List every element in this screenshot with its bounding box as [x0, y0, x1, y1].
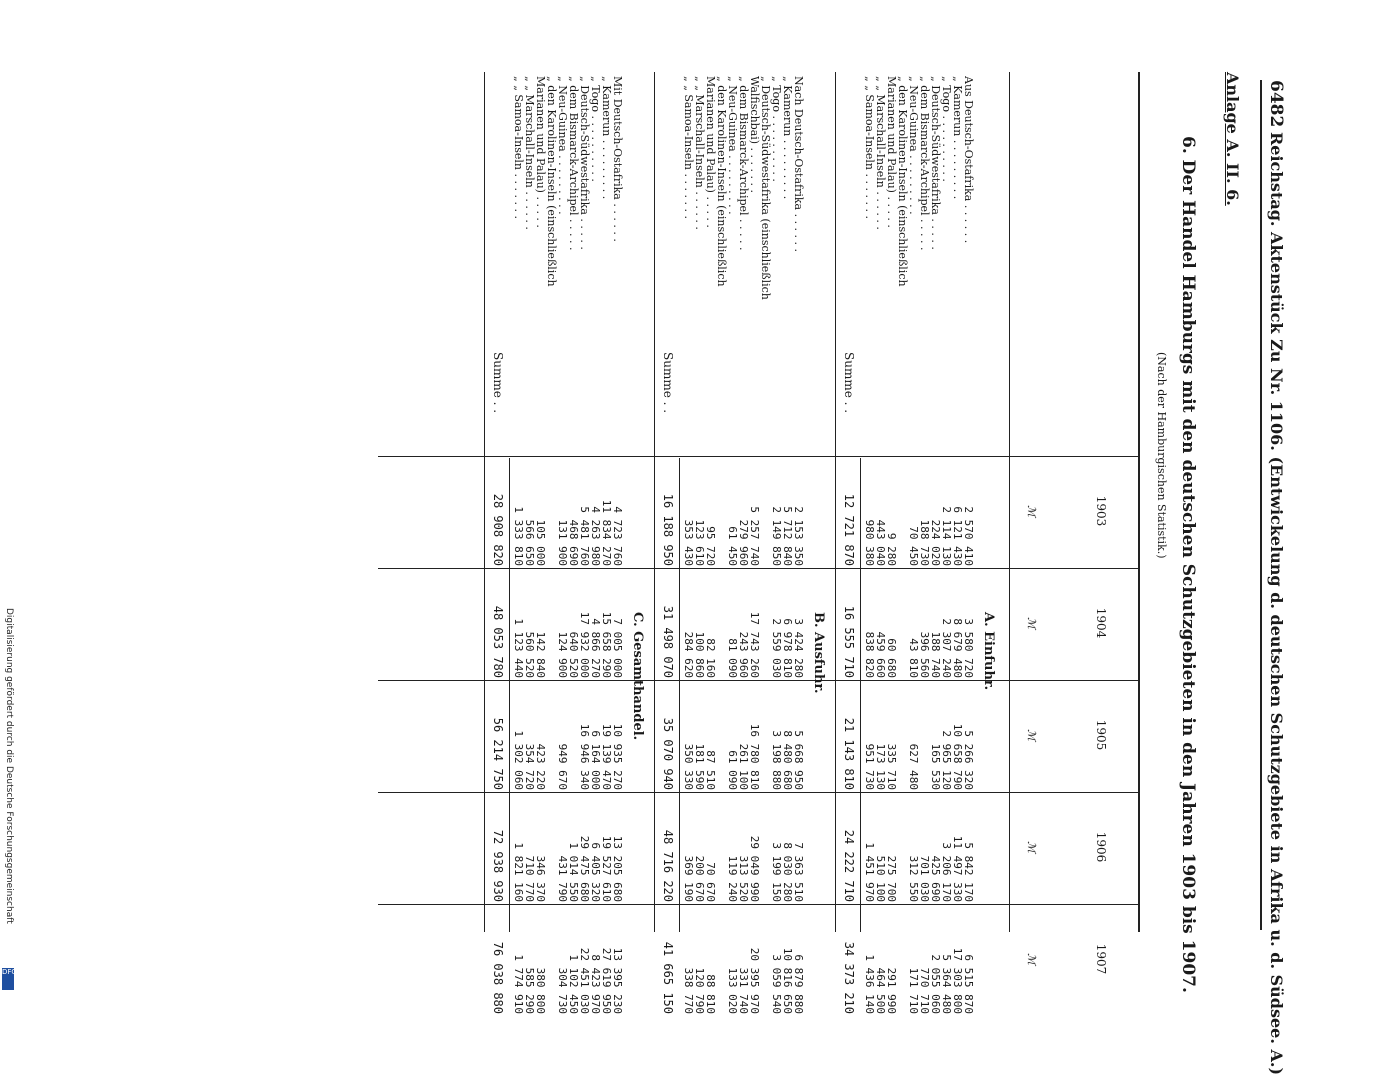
- sum-label: Summe . .: [661, 352, 675, 414]
- cell-value: 312 550: [907, 855, 920, 902]
- cell-value: 27 619 950: [600, 947, 613, 1014]
- table-row: [567, 72, 580, 1014]
- cell-value: 2 114 130: [940, 506, 953, 566]
- cell-value: 8 423 970: [589, 954, 602, 1014]
- cell-value: 468 690: [567, 519, 580, 566]
- cell-value: 173 130: [874, 743, 887, 790]
- row-label: „ Kamerun . . . . . . . . .: [781, 76, 794, 200]
- row-label: „ dem Bismarck-Archipel . . . . .: [737, 76, 750, 251]
- row-label: „ dem Bismarck-Archipel . . . . .: [567, 76, 580, 251]
- row-label: „ Neu-Guinea . . . . . . . . .: [726, 76, 739, 215]
- cell-value: 19 139 470: [600, 723, 613, 790]
- cell-value: 354 720: [523, 743, 536, 790]
- cell-value: 6 515 870: [962, 954, 975, 1014]
- cell-value: 70 670: [704, 862, 717, 902]
- table-row: [704, 72, 717, 1014]
- row-label: „ Deutsch-Südwestafrika . . . . .: [578, 76, 591, 250]
- cell-value: 6 978 810: [781, 618, 794, 678]
- cell-value: 5 364 480: [940, 954, 953, 1014]
- cell-value: 380 800: [534, 967, 547, 1014]
- cell-value: 3 059 540: [770, 954, 783, 1014]
- section-heading: B. Ausfuhr.: [811, 612, 826, 694]
- row-label: Marianen und Palau) . . . . .: [534, 76, 547, 228]
- cell-value: 640 520: [567, 631, 580, 678]
- table-row: [962, 72, 975, 1014]
- cell-value: 13 395 230: [611, 947, 624, 1014]
- cell-value: 120 790: [693, 967, 706, 1014]
- cell-value: 7 005 000: [611, 618, 624, 678]
- cell-value: 133 020: [726, 967, 739, 1014]
- digitization-credit: Digitalisierung gefördert durch die Deutsche Forschungsgemeinschaft: [4, 608, 14, 924]
- row-label: „ „ Samoa-Inseln . . . . . . .: [512, 76, 525, 219]
- cell-value: 22 451 030: [578, 947, 591, 1014]
- cell-value: 1 451 970: [863, 842, 876, 902]
- row-label: „ „ Marschall-Inseln . . . . . .: [874, 76, 887, 230]
- row-label: „ „ Marschall-Inseln . . . . . .: [523, 76, 536, 230]
- row-label: „ Neu-Guinea . . . . . . . . .: [556, 76, 569, 215]
- cell-value: 3 580 720: [962, 618, 975, 678]
- cell-value: 81 090: [726, 638, 739, 678]
- year-header: 1904: [1094, 607, 1108, 639]
- cell-value: 710 770: [523, 855, 536, 902]
- cell-value: 171 710: [907, 967, 920, 1014]
- sum-value: 16 188 950: [661, 493, 675, 566]
- cell-value: 19 527 610: [600, 835, 613, 902]
- trade-table: [491, 72, 1140, 1014]
- row-label: „ Togo . . . . . . . . . .: [770, 76, 783, 182]
- cell-value: 951 730: [863, 743, 876, 790]
- cell-value: 188 740: [929, 631, 942, 678]
- sum-value: 76 038 880: [491, 941, 505, 1014]
- cell-value: 119 240: [726, 855, 739, 902]
- header-title: Reichstag. Aktenstück Zu Nr. 1106. (Entwickelung d. deutschen Schutzgebiete in Afrika u. d. Südsee. A.): [1267, 132, 1286, 1075]
- table-row: [874, 72, 887, 1014]
- cell-value: 5 842 170: [962, 842, 975, 902]
- sum-rule: [679, 458, 680, 932]
- cell-value: 4 866 270: [589, 618, 602, 678]
- header-rule: [1009, 72, 1010, 932]
- row-label: „ dem Bismarck-Archipel . . . . .: [918, 76, 931, 251]
- table-row: [589, 72, 602, 1014]
- cell-value: 17 743 260: [748, 611, 761, 678]
- cell-value: 443 040: [874, 519, 887, 566]
- cell-value: 16 946 340: [578, 723, 591, 790]
- sum-label: Summe . .: [491, 352, 505, 414]
- dfg-logo: [2, 968, 17, 990]
- cell-value: 70 450: [907, 526, 920, 566]
- section-heading: A. Einfuhr.: [981, 612, 996, 691]
- cell-value: 29 475 680: [578, 835, 591, 902]
- cell-value: 3 199 150: [770, 842, 783, 902]
- page-header: [1260, 80, 1290, 1075]
- cell-value: 949 670: [556, 743, 569, 790]
- table-row: [556, 72, 569, 1014]
- unit-marker: ℳ: [1025, 953, 1038, 965]
- table-title: 6. Der Handel Hamburgs mit den deutschen Schutzgebieten in den Jahren 1903 bis 1907.: [1178, 136, 1198, 993]
- cell-value: 2 570 410: [962, 506, 975, 566]
- table-row: [760, 72, 771, 932]
- cell-value: 224 020: [929, 519, 942, 566]
- year-header: 1903: [1094, 495, 1108, 527]
- cell-value: 9 280: [885, 532, 898, 566]
- cell-value: 423 220: [534, 743, 547, 790]
- table-row: [863, 72, 876, 1014]
- cell-value: 5 668 950: [792, 730, 805, 790]
- cell-value: 261 100: [737, 743, 750, 790]
- cell-value: 350 330: [682, 743, 695, 790]
- cell-value: 510 100: [874, 855, 887, 902]
- cell-value: 61 090: [726, 750, 739, 790]
- cell-value: 560 520: [523, 631, 536, 678]
- cell-value: 1 014 550: [567, 842, 580, 902]
- section-rule: [835, 72, 836, 932]
- cell-value: 6 164 000: [589, 730, 602, 790]
- table-row: [748, 72, 761, 1014]
- cell-value: 459 660: [874, 631, 887, 678]
- cell-value: 346 370: [534, 855, 547, 902]
- table-row: [534, 72, 547, 1014]
- row-label: Walfischbai) . . . . . . .: [748, 76, 761, 194]
- table-row: [682, 72, 695, 1014]
- row-label: Aus Deutsch-Ostafrika . . . . . .: [962, 76, 975, 244]
- cell-value: 335 710: [885, 743, 898, 790]
- cell-value: 105 000: [534, 519, 547, 566]
- cell-value: 88 810: [704, 974, 717, 1014]
- year-header: 1907: [1094, 943, 1108, 975]
- row-label: Marianen und Palau) . . . . .: [704, 76, 717, 228]
- cell-value: 131 900: [556, 519, 569, 566]
- cell-value: 11 834 270: [600, 499, 613, 566]
- cell-value: 20 395 970: [748, 947, 761, 1014]
- table-row: [600, 72, 613, 1014]
- sum-value: 12 721 870: [842, 493, 856, 566]
- row-label: „ den Karolinen-Inseln (einschließlich: [896, 76, 909, 287]
- sum-value: 56 214 750: [491, 717, 505, 790]
- cell-value: 10 658 790: [951, 723, 964, 790]
- cell-value: 291 990: [885, 967, 898, 1014]
- sum-value: 16 555 710: [842, 605, 856, 678]
- cell-value: 304 730: [556, 967, 569, 1014]
- section-rule: [484, 72, 485, 932]
- cell-value: 2 055 060: [929, 954, 942, 1014]
- cell-value: 60 680: [885, 638, 898, 678]
- cell-value: 188 730: [918, 519, 931, 566]
- cell-value: 331 740: [737, 967, 750, 1014]
- row-label: „ Togo . . . . . . . . . .: [589, 76, 602, 182]
- row-label: „ Kamerun . . . . . . . . .: [600, 76, 613, 200]
- unit-marker: ℳ: [1025, 729, 1038, 741]
- cell-value: 425 690: [929, 855, 942, 902]
- sum-rule: [860, 458, 861, 932]
- unit-marker: ℳ: [1025, 841, 1038, 853]
- cell-value: 3 206 170: [940, 842, 953, 902]
- cell-value: 4 263 980: [589, 506, 602, 566]
- cell-value: 200 670: [693, 855, 706, 902]
- cell-value: 243 960: [737, 631, 750, 678]
- sum-value: 48 053 780: [491, 605, 505, 678]
- table-row: [512, 72, 525, 1014]
- table-row: [792, 72, 805, 1014]
- cell-value: 123 610: [693, 519, 706, 566]
- sum-value: 48 716 220: [661, 829, 675, 902]
- cell-value: 10 935 270: [611, 723, 624, 790]
- cell-value: 100 860: [693, 631, 706, 678]
- sum-value: 72 938 930: [491, 829, 505, 902]
- sum-value: 24 222 710: [842, 829, 856, 902]
- row-label: „ Togo . . . . . . . . . .: [940, 76, 953, 182]
- dfg-logo-text: DFG: [2, 968, 17, 976]
- cell-value: 5 257 740: [748, 506, 761, 566]
- section-rule: [654, 72, 655, 932]
- cell-value: 1 333 810: [512, 506, 525, 566]
- cell-value: 770 710: [918, 967, 931, 1014]
- table-row: [885, 72, 898, 1014]
- cell-value: 43 810: [907, 638, 920, 678]
- section-heading: C. Gesamthandel.: [630, 612, 645, 741]
- row-label: „ den Karolinen-Inseln (einschließlich: [715, 76, 728, 287]
- cell-value: 95 720: [704, 526, 717, 566]
- cell-value: 627 480: [907, 743, 920, 790]
- page-number: 6482: [1266, 80, 1286, 128]
- cell-value: 838 820: [863, 631, 876, 678]
- cell-value: 6 121 430: [951, 506, 964, 566]
- cell-value: 5 266 320: [962, 730, 975, 790]
- sum-value: 21 143 810: [842, 717, 856, 790]
- cell-value: 1 102 450: [567, 954, 580, 1014]
- cell-value: 3 424 280: [792, 618, 805, 678]
- cell-value: 29 049 990: [748, 835, 761, 902]
- table-row: [951, 72, 964, 1014]
- table-row: [693, 72, 706, 1014]
- cell-value: 1 302 060: [512, 730, 525, 790]
- cell-value: 338 770: [682, 967, 695, 1014]
- row-label: „ den Karolinen-Inseln (einschließlich: [545, 76, 558, 287]
- cell-value: 16 780 810: [748, 723, 761, 790]
- cell-value: 17 932 000: [578, 611, 591, 678]
- cell-value: 8 679 480: [951, 618, 964, 678]
- sum-label: Summe . .: [842, 352, 856, 414]
- header-rule: [1260, 80, 1262, 930]
- cell-value: 142 840: [534, 631, 547, 678]
- cell-value: 5 712 840: [781, 506, 794, 566]
- cell-value: 275 700: [885, 855, 898, 902]
- rotated-page: [170, 72, 1290, 1075]
- cell-value: 5 481 760: [578, 506, 591, 566]
- cell-value: 566 650: [523, 519, 536, 566]
- cell-value: 980 380: [863, 519, 876, 566]
- cell-value: 87 510: [704, 750, 717, 790]
- cell-value: 279 960: [737, 519, 750, 566]
- unit-marker: ℳ: [1025, 505, 1038, 517]
- cell-value: 8 480 680: [781, 730, 794, 790]
- table-row: [546, 72, 557, 932]
- year-header: 1905: [1094, 719, 1108, 751]
- cell-value: 6 405 320: [589, 842, 602, 902]
- table-row: [726, 72, 739, 1014]
- cell-value: 124 900: [556, 631, 569, 678]
- cell-value: 1 436 140: [863, 954, 876, 1014]
- table-row: [918, 72, 931, 1014]
- cell-value: 181 590: [693, 743, 706, 790]
- cell-value: 3 198 880: [770, 730, 783, 790]
- table-row: [929, 72, 942, 1014]
- table-row: [611, 72, 624, 1014]
- cell-value: 1 821 160: [512, 842, 525, 902]
- cell-value: 701 030: [918, 855, 931, 902]
- cell-value: 7 363 510: [792, 842, 805, 902]
- table-row: [940, 72, 953, 1014]
- row-label: „ Deutsch-Südwestafrika (einschließlich: [759, 76, 772, 300]
- row-label: „ Kamerun . . . . . . . . .: [951, 76, 964, 200]
- unit-marker: ℳ: [1025, 617, 1038, 629]
- cell-value: 1 123 440: [512, 618, 525, 678]
- row-label: „ „ Samoa-Inseln . . . . . . .: [863, 76, 876, 219]
- cell-value: 6 879 880: [792, 954, 805, 1014]
- table-row: [737, 72, 750, 1014]
- table-row: [897, 72, 908, 932]
- row-label: „ „ Samoa-Inseln . . . . . . .: [682, 76, 695, 219]
- cell-value: 396 560: [918, 631, 931, 678]
- row-label: „ Deutsch-Südwestafrika . . . . .: [929, 76, 942, 250]
- side-margin: [0, 0, 17, 1000]
- table-row: [781, 72, 794, 1014]
- annex-label: Anlage A. II. 6.: [1223, 72, 1242, 206]
- row-label: „ Neu-Guinea . . . . . . . . .: [907, 76, 920, 215]
- cell-value: 585 290: [523, 967, 536, 1014]
- row-label: „ „ Marschall-Inseln . . . . . .: [693, 76, 706, 230]
- cell-value: 13 205 680: [611, 835, 624, 902]
- sum-rule: [509, 458, 510, 932]
- sum-value: 34 373 210: [842, 941, 856, 1014]
- table-subtitle: (Nach der Hamburgischen Statistik.): [1155, 352, 1168, 559]
- cell-value: 2 965 120: [940, 730, 953, 790]
- table-row: [523, 72, 536, 1014]
- cell-value: 17 303 800: [951, 947, 964, 1014]
- table-row: [770, 72, 783, 1014]
- row-label: Nach Deutsch-Ostafrika . . . . . .: [792, 76, 805, 253]
- cell-value: 284 620: [682, 631, 695, 678]
- cell-value: 82 160: [704, 638, 717, 678]
- cell-value: 11 497 330: [951, 835, 964, 902]
- cell-value: 15 658 290: [600, 611, 613, 678]
- cell-value: 313 520: [737, 855, 750, 902]
- cell-value: 2 153 350: [792, 506, 805, 566]
- cell-value: 369 190: [682, 855, 695, 902]
- row-label: Marianen und Palau) . . . . .: [885, 76, 898, 228]
- cell-value: 353 430: [682, 519, 695, 566]
- cell-value: 431 790: [556, 855, 569, 902]
- sum-value: 31 498 070: [661, 605, 675, 678]
- table-row: [907, 72, 920, 1014]
- sum-value: 41 665 150: [661, 941, 675, 1014]
- sum-value: 35 070 940: [661, 717, 675, 790]
- table-row: [578, 72, 591, 1014]
- cell-value: 2 559 030: [770, 618, 783, 678]
- cell-value: 2 307 240: [940, 618, 953, 678]
- row-label: Mit Deutsch-Ostafrika . . . . . .: [611, 76, 624, 242]
- cell-value: 4 723 760: [611, 506, 624, 566]
- table-row: [716, 72, 727, 932]
- sum-value: 28 908 820: [491, 493, 505, 566]
- cell-value: 2 149 850: [770, 506, 783, 566]
- cell-value: 165 530: [929, 743, 942, 790]
- year-header: 1906: [1094, 831, 1108, 863]
- cell-value: 464 500: [874, 967, 887, 1014]
- cell-value: 1 774 910: [512, 954, 525, 1014]
- cell-value: 61 450: [726, 526, 739, 566]
- cell-value: 8 030 280: [781, 842, 794, 902]
- cell-value: 10 816 650: [781, 947, 794, 1014]
